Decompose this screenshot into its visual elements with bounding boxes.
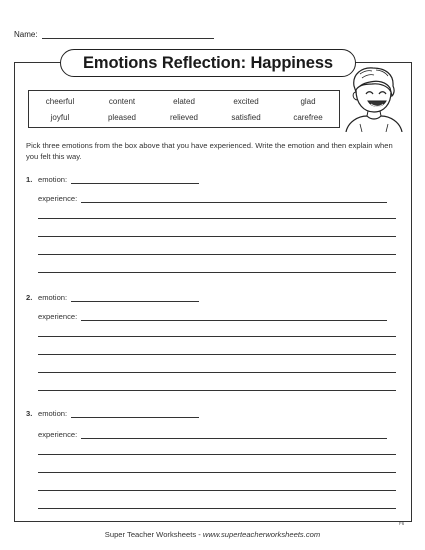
emotion-label: emotion: [38,409,68,418]
emotion-label: emotion: [38,175,68,184]
writing-line[interactable] [38,236,396,237]
question-number: 2. [26,293,33,302]
word-item: satisfied [231,113,261,122]
footer-prefix: Super Teacher Worksheets - [104,530,203,539]
footer [0,530,425,539]
page-title: Emotions Reflection: Happiness [82,53,334,72]
writing-line[interactable] [38,336,396,337]
experience-input-line[interactable] [81,431,387,439]
writing-line[interactable] [38,454,396,455]
writing-line[interactable] [38,218,396,219]
question-number: 1. [26,175,33,184]
question-3-experience-row [38,430,387,439]
writing-line[interactable] [38,508,396,509]
writing-line[interactable] [38,390,396,391]
word-item: carefree [293,113,323,122]
word-item: glad [300,97,316,106]
name-field-row [14,30,214,39]
writing-line[interactable] [38,472,396,473]
page-code: F6 [399,521,405,526]
happy-child-illustration [340,64,406,132]
writing-line[interactable] [38,272,396,273]
instructions-text: Pick three emotions from the box above that you have experienced. Write the emotion and then explain when you felt this way. [26,141,393,161]
word-item: excited [233,97,259,106]
writing-line[interactable] [38,372,396,373]
writing-line[interactable] [38,354,396,355]
experience-label: experience: [38,194,78,203]
question-2-experience-row [38,312,387,321]
word-item: joyful [50,113,70,122]
word-item: pleased [107,113,137,122]
word-row-2 [29,113,339,122]
name-input-line[interactable] [42,31,214,39]
footer-link[interactable]: www.superteacherworksheets.com [202,530,321,539]
question-number: 3. [26,409,33,418]
title-banner [60,49,356,77]
word-item: elated [173,97,195,106]
emotion-word-box [28,90,340,128]
experience-label: experience: [38,312,78,321]
word-item: content [108,97,136,106]
question-1-experience-row [38,194,387,203]
word-item: relieved [169,113,198,122]
writing-line[interactable] [38,490,396,491]
emotion-input-line[interactable] [71,294,199,302]
question-2-emotion-row [26,293,199,302]
experience-label: experience: [38,430,78,439]
emotion-input-line[interactable] [71,176,199,184]
word-item: cheerful [45,97,75,106]
word-row-1 [29,97,339,106]
emotion-label: emotion: [38,293,68,302]
experience-input-line[interactable] [81,195,387,203]
name-label: Name: [14,30,38,39]
question-3-emotion-row [26,409,199,418]
emotion-input-line[interactable] [71,410,199,418]
experience-input-line[interactable] [81,313,387,321]
writing-line[interactable] [38,254,396,255]
question-1-emotion-row [26,175,199,184]
